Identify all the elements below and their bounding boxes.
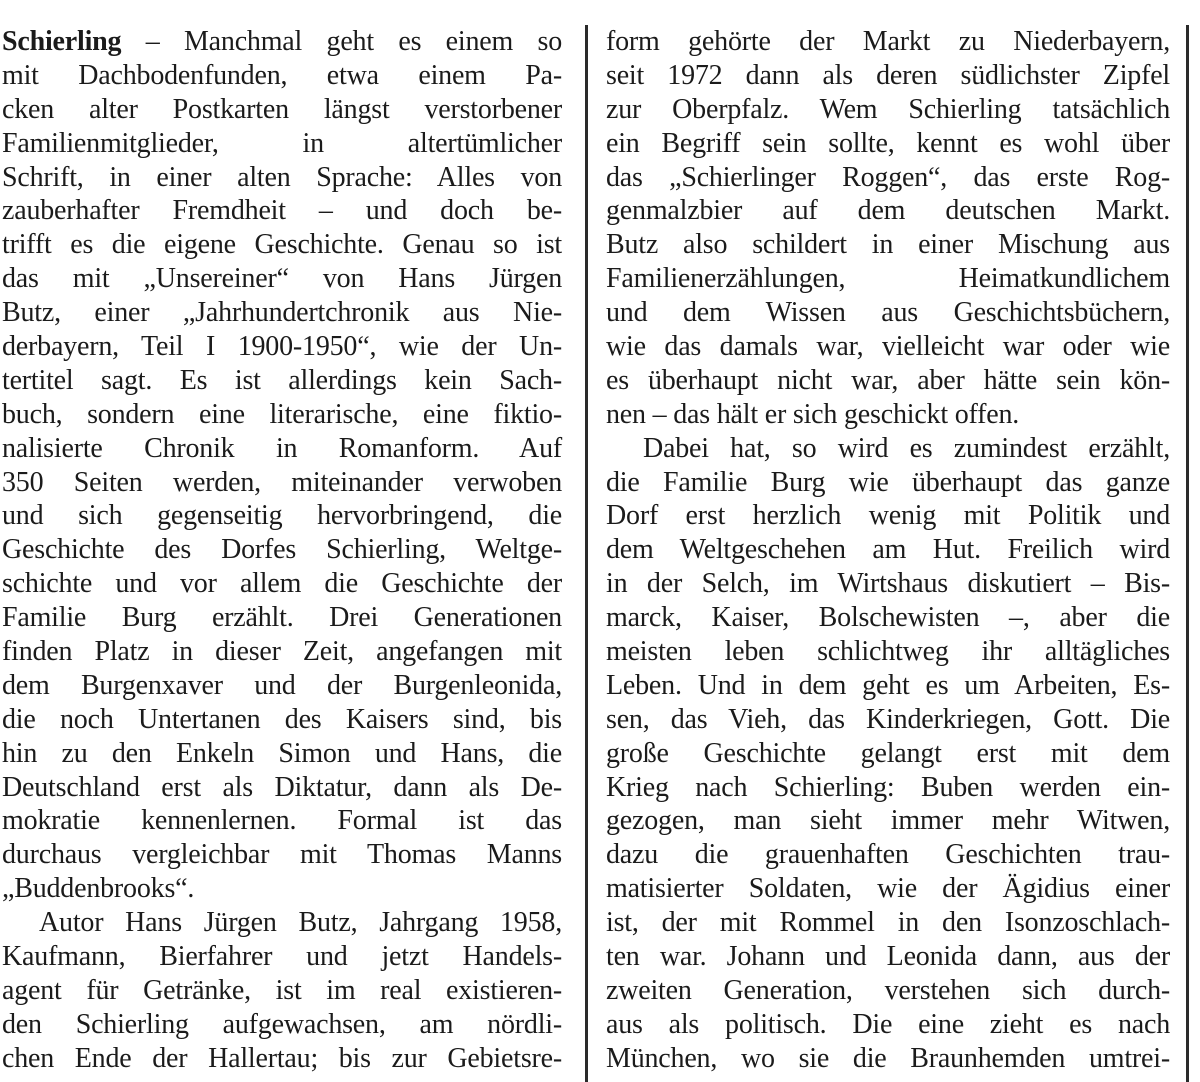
text-line: dazu die grauenhaften Geschichten trau-	[606, 839, 1170, 871]
text-line: nen – das hält er sich geschickt offen.	[606, 398, 1020, 430]
text-line: Butz also schildert in einer Mischung aus	[606, 229, 1170, 261]
text-line: cken alter Postkarten längst verstorbener	[2, 93, 562, 125]
text-line: dem Burgenxaver und der Burgenleonida,	[2, 669, 562, 701]
text-line: genmalzbier auf dem deutschen Markt.	[606, 195, 1170, 227]
text-line: die Familie Burg wie überhaupt das ganze	[606, 466, 1170, 498]
text-line: trifft es die eigene Geschichte. Genau so ist	[2, 229, 562, 261]
text-line: Leben. Und in dem geht es um Arbeiten, Es-	[606, 669, 1170, 701]
text-line: sen, das Vieh, das Kinderkriegen, Gott. Die	[606, 703, 1170, 735]
text-line: Dabei hat, so wird es zumindest erzählt,	[643, 432, 1170, 464]
text-line: mit Dachbodenfunden, etwa einem Pa-	[2, 59, 562, 91]
text-line: derbayern, Teil I 1900-1950“, wie der Un-	[2, 331, 562, 363]
text-line: und sich gegenseitig hervorbringend, die	[2, 500, 562, 532]
text-line: Kaufmann, Bierfahrer und jetzt Handels-	[2, 941, 562, 973]
text-line: Butz, einer „Jahrhundertchronik aus Nie-	[2, 297, 562, 329]
text-line: Krieg nach Schierling: Buben werden ein-	[606, 771, 1170, 803]
right-edge-rule	[1186, 25, 1189, 1082]
text-line: 350 Seiten werden, miteinander verwoben	[2, 466, 562, 498]
text-line: Familienerzählungen, Heimatkundlichem	[606, 263, 1170, 295]
text-line: schichte und vor allem die Geschichte der	[2, 568, 562, 600]
text-line: chen Ende der Hallertau; bis zur Gebietsre-	[2, 1042, 562, 1074]
text-line: ten war. Johann und Leonida dann, aus der	[606, 941, 1170, 973]
text-line: Schrift, in einer alten Sprache: Alles von	[2, 161, 562, 193]
text-line: den Schierling aufgewachsen, am nördli-	[2, 1008, 562, 1040]
text-line: „Buddenbrooks“.	[2, 873, 195, 905]
text-line: Familie Burg erzählt. Drei Generationen	[2, 602, 562, 634]
text-line: Deutschland erst als Diktatur, dann als De-	[2, 771, 562, 803]
text-line: Schierling – Manchmal geht es einem so	[2, 26, 562, 57]
text-line: form gehörte der Markt zu Niederbayern,	[606, 26, 1170, 57]
text-line: und dem Wissen aus Geschichtsbüchern,	[606, 297, 1170, 329]
text-line: nalisierte Chronik in Romanform. Auf	[2, 432, 562, 464]
text-line: es überhaupt nicht war, aber hätte sein kön-	[606, 364, 1170, 396]
text-line: zweiten Generation, verstehen sich durch-	[606, 974, 1170, 1006]
text-line: dem Weltgeschehen am Hut. Freilich wird	[606, 534, 1170, 566]
text-line: seit 1972 dann als deren südlichster Zipfel	[606, 59, 1170, 91]
text-line: matisierter Soldaten, wie der Ägidius einer	[606, 873, 1170, 905]
text-line: wie das damals war, vielleicht war oder wie	[606, 331, 1170, 363]
text-line: ist, der mit Rommel in den Isonzoschlach-	[606, 907, 1170, 939]
text-line: buch, sondern eine literarische, eine fiktio-	[2, 398, 562, 430]
dateline: Schierling	[2, 26, 122, 57]
text-line: Familienmitglieder, in altertümlicher	[2, 127, 562, 159]
article-column-left	[2, 25, 562, 1076]
text-line: große Geschichte gelangt erst mit dem	[606, 737, 1170, 769]
text-line: meisten leben schlichtweg ihr alltägliches	[606, 636, 1170, 668]
text-line: tertitel sagt. Es ist allerdings kein Sach-	[2, 364, 562, 396]
text-line: das „Schierlinger Roggen“, das erste Rog-	[606, 161, 1170, 193]
text-line: hin zu den Enkeln Simon und Hans, die	[2, 737, 562, 769]
text-line: Geschichte des Dorfes Schierling, Weltge-	[2, 534, 562, 566]
text-line: zur Oberpfalz. Wem Schierling tatsächlich	[606, 93, 1170, 125]
text-line: Autor Hans Jürgen Butz, Jahrgang 1958,	[39, 907, 562, 939]
text-line: das mit „Unsereiner“ von Hans Jürgen	[2, 263, 562, 295]
text-line: die noch Untertanen des Kaisers sind, bis	[2, 703, 562, 735]
text-line: München, wo sie die Braunhemden umtrei-	[606, 1042, 1170, 1074]
text-line: aus als politisch. Die eine zieht es nach	[606, 1008, 1170, 1040]
text-line: gezogen, man sieht immer mehr Witwen,	[606, 805, 1170, 837]
text-line: finden Platz in dieser Zeit, angefangen mit	[2, 636, 562, 668]
text-line: ein Begriff sein sollte, kennt es wohl über	[606, 127, 1170, 159]
text-line: in der Selch, im Wirtshaus diskutiert – Bis-	[606, 568, 1170, 600]
column-divider-rule	[585, 25, 588, 1082]
text-line: zauberhafter Fremdheit – und doch be-	[2, 195, 562, 227]
text-line: mokratie kennenlernen. Formal ist das	[2, 805, 562, 837]
text-line: Dorf erst herzlich wenig mit Politik und	[606, 500, 1170, 532]
text-line: agent für Getränke, ist im real existieren-	[2, 974, 562, 1006]
text-line: durchaus vergleichbar mit Thomas Manns	[2, 839, 562, 871]
article-column-right	[606, 25, 1170, 1076]
text-line: marck, Kaiser, Bolschewisten –, aber die	[606, 602, 1170, 634]
